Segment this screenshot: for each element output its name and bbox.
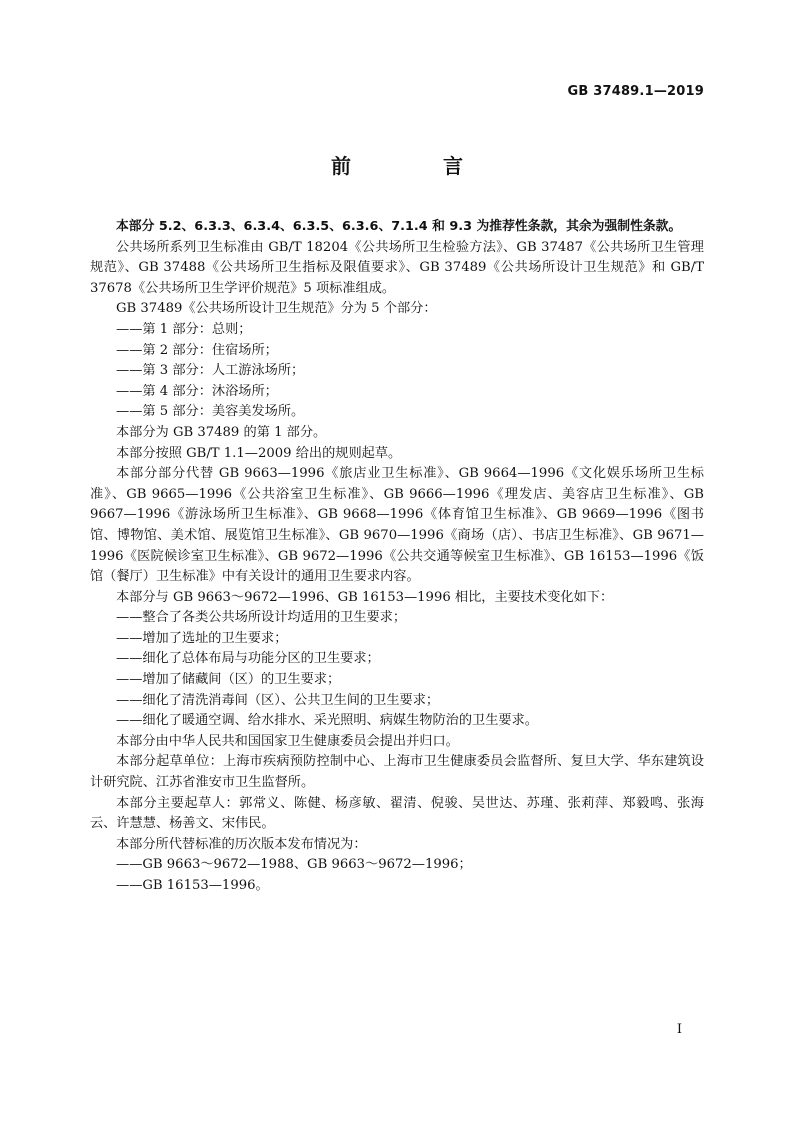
paragraph: 本部分部分代替 GB 9663—1996《旅店业卫生标准》、GB 9664—1996《文化娱乐场所卫生标准》、GB 9665—1996《公共浴室卫生标准》、GB 9666—1996《理发店、美容店卫生标准》、GB 9667—1996《游泳场所卫生标准》、GB 9668—1996《体育馆卫生标准》、GB 9669—1996《图书馆、博物馆、美术馆、展览馆卫生标准》、GB 9670—1996《商场（店）、书店卫生标准》、GB 9671—1996《医院候诊室卫生标准》、GB 9672—1996《公共交通等候室卫生标准》、GB 16153—1996《饭馆（餐厅）卫生标准》中有关设计的通用卫生要求内容。 (90, 466, 704, 585)
page-title: 前 言 (331, 154, 499, 178)
list-item: ——细化了暖通空调、给水排水、采光照明、病媒生物防治的卫生要求。 (116, 713, 538, 729)
list-item: ——增加了储藏间（区）的卫生要求； (116, 672, 341, 688)
paragraph: 本部分由中华人民共和国国家卫生健康委员会提出并归口。 (116, 733, 459, 749)
list-item: ——增加了选址的卫生要求； (116, 630, 288, 646)
list-item: ——GB 16153—1996。 (116, 878, 269, 893)
list-item: ——第 3 部分：人工游泳场所； (116, 363, 305, 379)
paragraph: 本部分为 GB 37489 的第 1 部分。 (116, 424, 327, 440)
list-item: ——GB 9663～9672—1988、GB 9663～9672—1996； (116, 857, 472, 873)
list-item: ——细化了清洗消毒间（区）、公共卫生间的卫生要求； (116, 692, 440, 708)
paragraph: 本部分起草单位：上海市疾病预防控制中心、上海市卫生健康委员会监督所、复旦大学、华东建筑设计研究院、江苏省淮安市卫生监督所。 (90, 754, 704, 791)
list-item: ——第 2 部分：住宿场所； (116, 342, 278, 358)
list-item: ——第 4 部分：沐浴场所； (116, 383, 278, 399)
paragraph: 本部分主要起草人：郭常义、陈健、杨彦敏、翟清、倪骏、吴世达、苏瑾、张莉萍、郑毅鸣、张海云、许慧慧、杨善文、宋伟民。 (90, 795, 704, 832)
paragraph: GB 37489《公共场所设计卫生规范》分为 5 个部分： (116, 301, 437, 317)
paragraph: 本部分按照 GB/T 1.1—2009 给出的规则起草。 (116, 445, 402, 461)
list-item: ——细化了总体布局与功能分区的卫生要求； (116, 651, 380, 667)
paragraph: 公共场所系列卫生标准由 GB/T 18204《公共场所卫生检验方法》、GB 37487《公共场所卫生管理规范》、GB 37488《公共场所卫生指标及限值要求》、GB 37489《公共场所设计卫生规范》和 GB/T 37678《公共场所卫生学评价规范》5 项标准组成。 (90, 239, 704, 296)
list-item: ——第 1 部分：总则； (116, 321, 252, 337)
foreword-body (90, 217, 704, 897)
paragraph: 本部分所代替标准的历次版本发布情况为： (116, 836, 367, 852)
list-item: ——第 5 部分：美容美发场所。 (116, 404, 305, 420)
list-item: ——整合了各类公共场所设计均适用的卫生要求； (116, 610, 407, 626)
standard-code: GB 37489.1—2019 (567, 84, 704, 99)
paragraph: 本部分 5.2、6.3.3、6.3.4、6.3.5、6.3.6、7.1.4 和 9.3 为推荐性条款，其余为强制性条款。 (116, 219, 682, 234)
paragraph: 本部分与 GB 9663～9672—1996、GB 16153—1996 相比，主要技术变化如下： (116, 589, 614, 605)
page-number: I (676, 1022, 682, 1037)
